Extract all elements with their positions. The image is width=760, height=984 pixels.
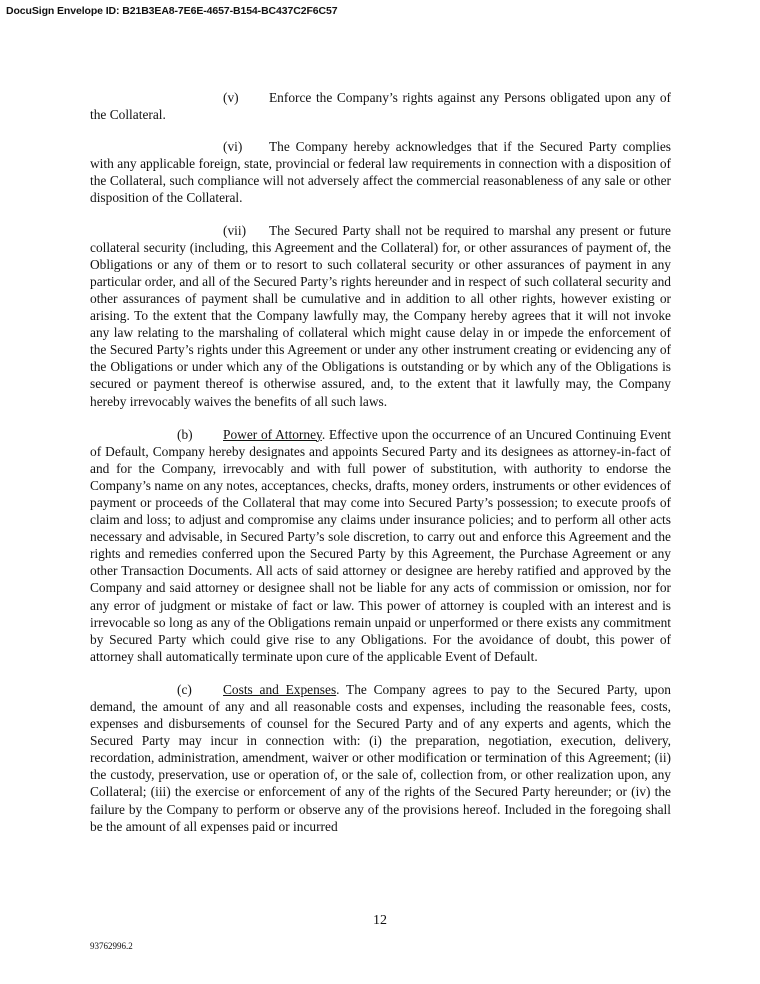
section-heading-costs-and-expenses: Costs and Expenses <box>223 681 337 697</box>
section-text-c: . The Company agrees to pay to the Secured Party, upon demand, the amount of any and all reasonable costs and expenses, including the reasonable fees, costs, expenses and disbursements of counsel for the Secured Party and of any experts and agents, which the Secured Party may incur in connection with: (i) the preparation, negotiation, execution, delivery, recordation, administration, amendment, waiver or other modification or termination of this Agreement; (ii) the custody, preservation, use or operation of, or the sale of, collection from, or other realization upon, any Collateral; (iii) the exercise or enforcement of any of the rights of the Secured Party hereunder; or (iv) the failure by the Company to perform or observe any of the provisions hereof. Included in the foregoing shall be the amount of all expenses paid or incurred <box>90 681 671 834</box>
section-label-c: (c) <box>177 681 192 697</box>
section-c-costs-and-expenses <box>90 681 671 835</box>
paragraph-vi <box>90 138 671 206</box>
section-text-b: . Effective upon the occurrence of an Uncured Continuing Event of Default, Company hereby designates and appoints Secured Party and its designees as attorney-in-fact of and for the Company, irrevocably and with full power of substitution, with authority to endorse the Company’s name on any notes, acceptances, checks, drafts, money orders, instruments or other evidences of payment or proceeds of the Collateral that may come into Secured Party’s possession; to execute proofs of claim and loss; to adjust and compromise any claims under insurance policies; and to perform all other acts necessary and advisable, in Secured Party’s sole discretion, to carry out and enforce this Agreement and the rights and remedies conferred upon the Secured Party by this Agreement, the Purchase Agreement or any other Transaction Documents. All acts of said attorney or designee are hereby ratified and approved by the Company and said attorney or designee shall not be liable for any acts of commission or omission, nor for any error of judgment or mistake of fact or law. This power of attorney is coupled with an interest and is irrevocable so long as any of the Obligations remain unpaid or unperformed or there exists any commitment by Secured Party which could give rise to any Obligations. For the avoidance of doubt, this power of attorney shall automatically terminate upon cure of the applicable Event of Default. <box>90 426 671 664</box>
page-number: 12 <box>373 913 387 928</box>
document-body <box>90 89 671 851</box>
paragraph-text-v: Enforce the Company’s rights against any Persons obligated upon any of the Collateral. <box>90 90 671 123</box>
paragraph-text-vi: The Company hereby acknowledges that if the Secured Party complies with any applicable foreign, state, provincial or federal law requirements in connection with a disposition of the Collateral, such compliance will not adversely affect the commercial reasonableness of any sale or other disposition of the Collateral. <box>90 139 671 206</box>
document-id: 93762996.2 <box>90 941 133 951</box>
paragraph-vii <box>90 222 671 410</box>
section-heading-power-of-attorney: Power of Attorney <box>223 426 322 442</box>
paragraph-label-v: (v) <box>223 90 239 105</box>
paragraph-label-vi: (vi) <box>223 139 243 155</box>
section-label-b: (b) <box>177 426 193 442</box>
paragraph-label-vii: (vii) <box>223 222 247 238</box>
docusign-envelope-id: DocuSign Envelope ID: B21B3EA8-7E6E-4657-B154-BC437C2F6C57 <box>6 5 338 17</box>
section-b-power-of-attorney <box>90 426 671 665</box>
paragraph-v <box>90 89 671 123</box>
paragraph-text-vii: The Secured Party shall not be required to marshal any present or future collateral security (including, this Agreement and the Collateral) for, or other assurances of payment of, the Obligations or any of them or to resort to such collateral security or other assurances of payment in any particular order, and all of the Secured Party’s rights hereunder and in respect of such collateral security and other assurances of payment shall be cumulative and in addition to all other rights, however existing or arising. To the extent that the Company lawfully may, the Company hereby agrees that it will not invoke any law relating to the marshaling of collateral which might cause delay in or impede the enforcement of the Secured Party’s rights under this Agreement or under any other instrument creating or evidencing any of the Obligations or under which any of the Obligations is outstanding or by which any of the Obligations is secured or payment thereof is otherwise assured, and, to the extent that it lawfully may, the Company hereby irrevocably waives the benefits of all such laws. <box>90 222 671 409</box>
